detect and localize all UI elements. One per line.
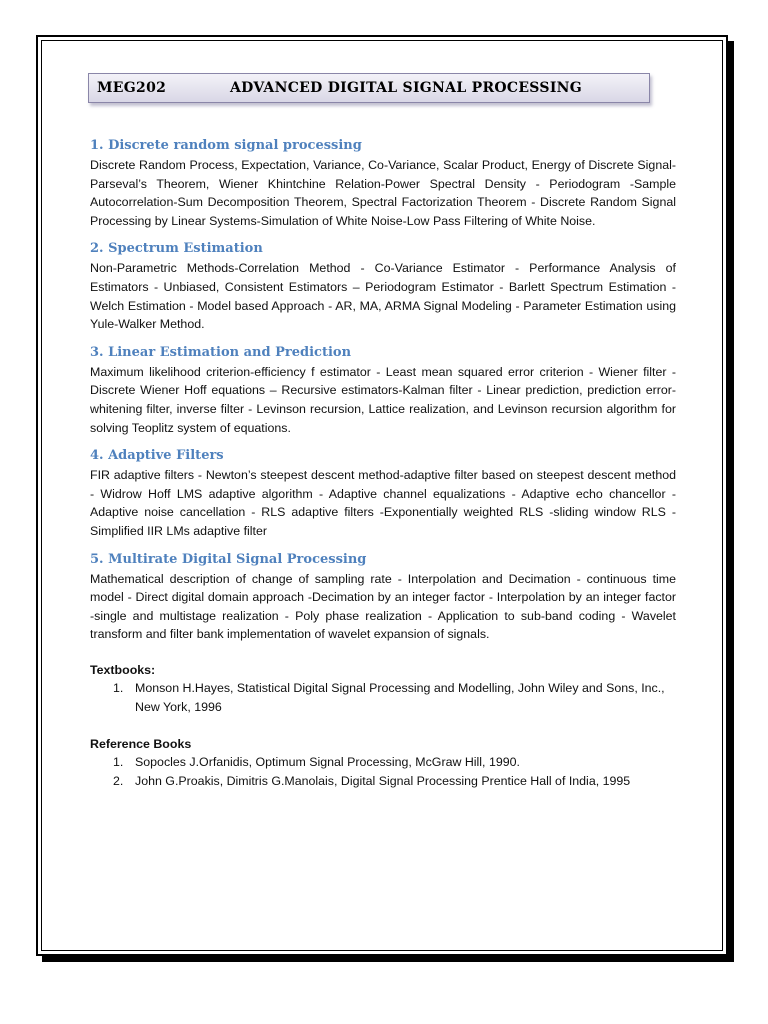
- book-citation: John G.Proakis, Dimitris G.Manolais, Digital Signal Processing Prentice Hall of India, 1995: [135, 773, 631, 788]
- unit-heading: 3. Linear Estimation and Prediction: [90, 344, 352, 360]
- unit-4: [90, 446, 676, 540]
- unit-heading: 2. Spectrum Estimation: [90, 241, 263, 257]
- course-title-bar: [88, 73, 650, 103]
- unit-body: Mathematical description of change of sampling rate - Interpolation and Decimation - continuous time model - Direct digital domain approach -Decimation by an integer factor - Interpolation by an integer factor -single and multistage realization - Poly phase realization - Application to sub-band coding - Wavelet transform and filter bank implementation of wavelet expansion of signals.: [90, 571, 676, 642]
- textbooks-list: [90, 679, 676, 716]
- unit-body: Maximum likelihood criterion-efficiency f estimator - Least mean squared error criterion - Wiener filter - Discrete Wiener Hoff equations – Recursive estimators-Kalman filter - Linear prediction, prediction error-whitening filter, inverse filter - Levinson recursion, Lattice realization, and Levinson recursion algorithm for solving Teoplitz system of equations.: [90, 364, 676, 435]
- reference-book-item: [90, 753, 676, 772]
- unit-heading: 5. Multirate Digital Signal Processing: [90, 551, 367, 567]
- unit-3: [90, 343, 676, 437]
- unit-1: [90, 136, 676, 230]
- unit-5: [90, 550, 676, 644]
- book-citation: Monson H.Hayes, Statistical Digital Signal Processing and Modelling, John Wiley and Sons, Inc., New York, 1996: [135, 681, 665, 715]
- textbooks-heading: Textbooks:: [90, 662, 156, 677]
- reference-books-heading: Reference Books: [90, 736, 192, 751]
- book-citation: Sopocles J.Orfanidis, Optimum Signal Processing, McGraw Hill, 1990.: [135, 755, 520, 770]
- textbook-item: [90, 679, 676, 716]
- unit-body: Non-Parametric Methods-Correlation Method - Co-Variance Estimator - Performance Analysis of Estimators - Unbiased, Consistent Estimators – Periodogram Estimator - Barlett Spectrum Estimation - Welch Estimation - Model based Approach - AR, MA, ARMA Signal Modeling - Parameter Estimation using Yule-Walker Method.: [90, 261, 676, 332]
- course-code: MEG202: [97, 80, 167, 96]
- unit-2: [90, 239, 676, 333]
- reference-books-list: [90, 753, 676, 790]
- unit-body: FIR adaptive filters - Newton’s steepest descent method-adaptive filter based on steepest descent method - Widrow Hoff LMS adaptive algorithm - Adaptive channel equalizations - Adaptive echo chancellor - Adaptive noise cancellation - RLS adaptive filters -Exponentially weighted RLS -sliding window RLS - Simplified IIR LMs adaptive filter: [90, 468, 676, 538]
- course-name: ADVANCED DIGITAL SIGNAL PROCESSING: [230, 80, 583, 96]
- unit-body: Discrete Random Process, Expectation, Variance, Co-Variance, Scalar Product, Energy of Discrete Signal-Parseval’s Theorem, Wiener Khintchine Relation-Power Spectral Density - Periodogram -Sample Autocorrelation-Sum Decomposition Theorem, Spectral Factorization Theorem - Discrete Random Signal Processing by Linear Systems-Simulation of White Noise-Low Pass Filtering of White Noise.: [90, 158, 676, 228]
- reference-book-item: [90, 772, 676, 791]
- unit-heading: 1. Discrete random signal processing: [90, 138, 362, 153]
- textbooks-section: [90, 661, 676, 717]
- unit-heading: 4. Adaptive Filters: [90, 448, 224, 464]
- book-number: 2.: [113, 773, 124, 788]
- book-number: 1.: [113, 755, 124, 770]
- book-number: 1.: [113, 681, 124, 696]
- syllabus-content: [90, 136, 676, 790]
- reference-books-section: [90, 735, 676, 791]
